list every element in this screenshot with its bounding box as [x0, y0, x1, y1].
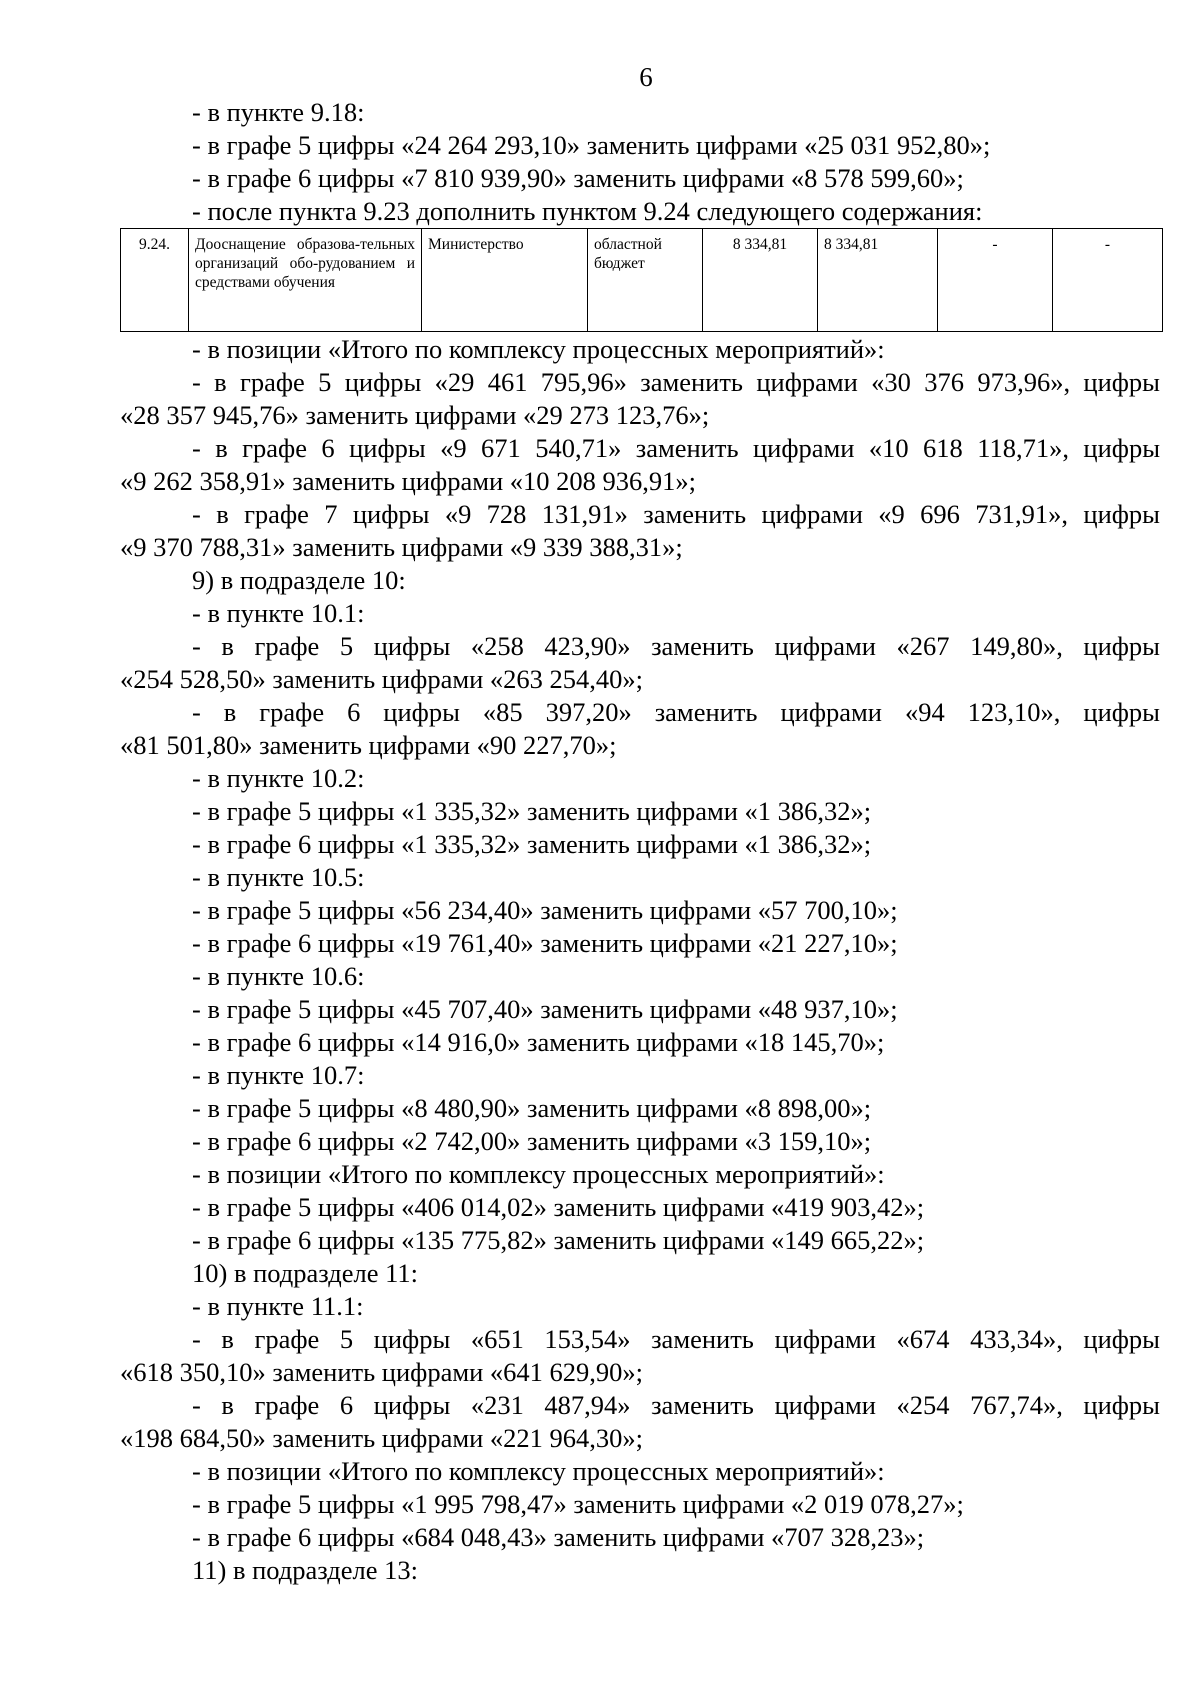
text-line: «28 357 945,76» заменить цифрами «29 273 123,76»; [120, 400, 710, 430]
text-line: - в графе 6 цифры «1 335,32» заменить цифрами «1 386,32»; [192, 829, 872, 859]
body-paragraphs [120, 333, 1160, 1587]
text-line: - в пункте 9.18: [192, 97, 365, 127]
text-line: - в графе 5 цифры «406 014,02» заменить цифрами «419 903,42»; [192, 1192, 925, 1222]
text-line: - в пункте 10.5: [192, 862, 365, 892]
text-line: - в графе 6 цифры «7 810 939,90» заменить цифрами «8 578 599,60»; [192, 163, 964, 193]
text-line: - в графе 5 цифры «1 995 798,47» заменить цифрами «2 019 078,27»; [192, 1489, 964, 1519]
text-line: - в графе 5 цифры «651 153,54» заменить цифрами «674 433,34», цифры [192, 1324, 1160, 1354]
text-line: - в пункте 10.2: [192, 763, 365, 793]
text-line: - в пункте 10.6: [192, 961, 365, 991]
text-line: - в пункте 10.1: [192, 598, 365, 628]
text-line: - после пункта 9.23 дополнить пунктом 9.24 следующего содержания: [192, 196, 983, 226]
text-line: - в графе 6 цифры «19 761,40» заменить цифрами «21 227,10»; [192, 928, 898, 958]
text-line: 9) в подразделе 10: [192, 565, 406, 595]
text-line: «9 262 358,91» заменить цифрами «10 208 936,91»; [120, 466, 697, 496]
text-line: - в графе 6 цифры «2 742,00» заменить цифрами «3 159,10»; [192, 1126, 872, 1156]
text-line: - в графе 6 цифры «231 487,94» заменить цифрами «254 767,74», цифры [192, 1390, 1160, 1420]
cell-col8: - [1053, 229, 1163, 332]
amendment-table [120, 228, 1162, 332]
text-line: - в пункте 10.7: [192, 1060, 365, 1090]
text-line: - в графе 6 цифры «9 671 540,71» заменить цифрами «10 618 118,71», цифры [192, 433, 1160, 463]
cell-name: Дооснащение образова-тельных организаций обо-рудованием и средствами обучения [189, 229, 422, 332]
text-line: - в графе 5 цифры «24 264 293,10» заменить цифрами «25 031 952,80»; [192, 130, 991, 160]
cell-col5: 8 334,81 [703, 229, 818, 332]
page-number: 6 [639, 62, 653, 92]
text-line: «198 684,50» заменить цифрами «221 964,30»; [120, 1423, 644, 1453]
text-line: «254 528,50» заменить цифрами «263 254,40»; [120, 664, 644, 694]
header-paragraphs [120, 96, 1160, 228]
text-line: «618 350,10» заменить цифрами «641 629,90»; [120, 1357, 644, 1387]
cell-source: областной бюджет [588, 229, 703, 332]
text-line: - в графе 7 цифры «9 728 131,91» заменить цифрами «9 696 731,91», цифры [192, 499, 1160, 529]
text-line: - в графе 5 цифры «56 234,40» заменить цифрами «57 700,10»; [192, 895, 898, 925]
text-line: - в позиции «Итого по комплексу процессных мероприятий»: [192, 1456, 885, 1486]
text-line: - в графе 5 цифры «29 461 795,96» заменить цифрами «30 376 973,96», цифры [192, 367, 1160, 397]
text-line: - в графе 5 цифры «1 335,32» заменить цифрами «1 386,32»; [192, 796, 872, 826]
text-line: «81 501,80» заменить цифрами «90 227,70»; [120, 730, 617, 760]
text-line: - в графе 5 цифры «8 480,90» заменить цифрами «8 898,00»; [192, 1093, 872, 1123]
cell-executor: Министерство [422, 229, 588, 332]
table-row [121, 229, 1163, 332]
text-line: 10) в подразделе 11: [192, 1258, 418, 1288]
cell-number: 9.24. [121, 229, 189, 332]
text-line: - в позиции «Итого по комплексу процессных мероприятий»: [192, 334, 885, 364]
cell-col7: - [938, 229, 1053, 332]
text-line: «9 370 788,31» заменить цифрами «9 339 388,31»; [120, 532, 683, 562]
text-line: - в графе 5 цифры «258 423,90» заменить цифрами «267 149,80», цифры [192, 631, 1160, 661]
text-line: 11) в подразделе 13: [192, 1555, 418, 1585]
text-line: - в пункте 11.1: [192, 1291, 364, 1321]
text-line: - в графе 6 цифры «684 048,43» заменить цифрами «707 328,23»; [192, 1522, 925, 1552]
text-line: - в графе 6 цифры «135 775,82» заменить цифрами «149 665,22»; [192, 1225, 925, 1255]
cell-col6: 8 334,81 [818, 229, 938, 332]
text-line: - в графе 5 цифры «45 707,40» заменить цифрами «48 937,10»; [192, 994, 898, 1024]
text-line: - в графе 6 цифры «85 397,20» заменить цифрами «94 123,10», цифры [192, 697, 1160, 727]
text-line: - в графе 6 цифры «14 916,0» заменить цифрами «18 145,70»; [192, 1027, 885, 1057]
text-line: - в позиции «Итого по комплексу процессных мероприятий»: [192, 1159, 885, 1189]
